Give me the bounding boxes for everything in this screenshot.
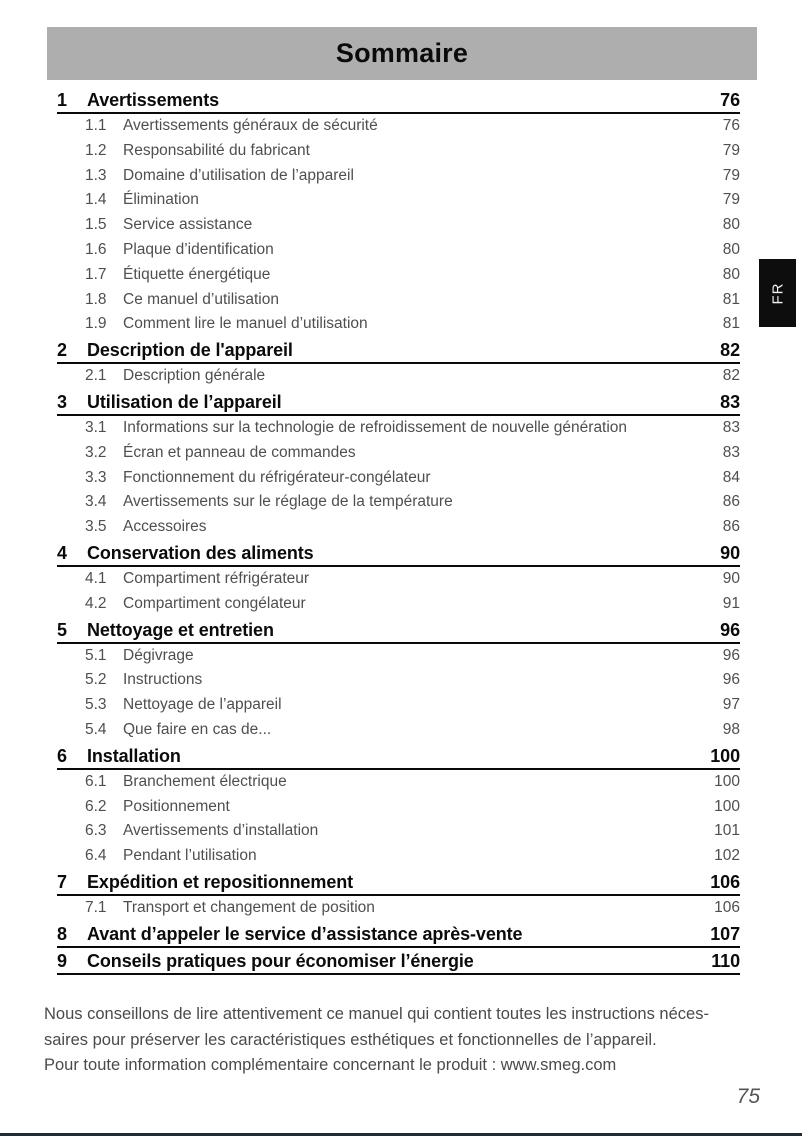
toc-subsection-row xyxy=(57,515,740,540)
toc-section-title: Conseils pratiques pour économiser l’énergie xyxy=(87,950,474,971)
toc-subsection-number: 3.5 xyxy=(85,518,107,536)
toc-subsection-row xyxy=(57,896,740,921)
toc-subsection-number: 3.4 xyxy=(85,493,107,511)
toc-section-page: 82 xyxy=(720,340,740,361)
toc-subsection-page: 90 xyxy=(722,569,740,587)
toc-subsection-row xyxy=(57,164,740,189)
toc-subsection-page: 82 xyxy=(722,367,740,385)
toc-subsection-page: 83 xyxy=(722,443,740,461)
toc-section-title: Installation xyxy=(87,745,181,766)
toc-section-title: Nettoyage et entretien xyxy=(87,619,274,640)
toc-section-number: 9 xyxy=(57,950,67,971)
toc-subsection-title: Étiquette énergétique xyxy=(123,265,271,283)
toc-subsection-page: 80 xyxy=(722,240,740,258)
toc-section-row xyxy=(57,90,740,114)
toc-section-row xyxy=(57,620,740,644)
toc-subsection-page: 81 xyxy=(722,290,740,308)
toc-section-page: 100 xyxy=(710,745,740,766)
toc-section-title: Utilisation de l’appareil xyxy=(87,391,282,412)
toc-section-number: 5 xyxy=(57,619,67,640)
toc-subsection-title: Responsabilité du fabricant xyxy=(123,141,310,159)
toc-subsection-number: 3.2 xyxy=(85,443,107,461)
toc-section-row xyxy=(57,543,740,567)
toc-subsection-row xyxy=(57,114,740,139)
toc-subsection-page: 79 xyxy=(722,141,740,159)
toc-subsection-title: Informations sur la technologie de refroidissement de nouvelle génération xyxy=(123,418,628,436)
toc-subsection-row xyxy=(57,416,740,441)
toc-subsection-row xyxy=(57,139,740,164)
toc-section-page: 76 xyxy=(720,90,740,110)
toc-subsection-number: 1.5 xyxy=(85,216,107,234)
toc-subsection-row xyxy=(57,312,740,337)
toc-subsection-title: Instructions xyxy=(123,671,203,689)
page-title: Sommaire xyxy=(335,38,469,68)
toc-subsection-page: 80 xyxy=(722,216,740,234)
toc-section-page: 90 xyxy=(720,542,740,563)
toc-subsection-number: 1.2 xyxy=(85,141,107,159)
toc-section-row xyxy=(57,872,740,896)
toc-section-title: Avant d’appeler le service d’assistance après-vente xyxy=(87,923,523,944)
toc-section-title: Avertissements xyxy=(87,90,220,110)
toc-subsection-row xyxy=(57,718,740,743)
toc-section-row xyxy=(57,951,740,975)
toc-subsection-number: 6.1 xyxy=(85,772,107,790)
toc-subsection-number: 1.6 xyxy=(85,240,107,258)
toc-subsection-row xyxy=(57,795,740,820)
toc-section-page: 96 xyxy=(720,619,740,640)
footer-line: saires pour préserver les caractéristiques esthétiques et fonctionnelles de l’appareil. xyxy=(44,1030,657,1049)
toc-subsection-row xyxy=(57,213,740,238)
toc-section-title: Description de l'appareil xyxy=(87,340,293,361)
toc-subsection-page: 100 xyxy=(714,797,740,815)
toc-section-row xyxy=(57,392,740,416)
toc-subsection-row xyxy=(57,644,740,669)
toc-subsection-number: 3.1 xyxy=(85,418,107,436)
toc-subsection-title: Domaine d’utilisation de l’appareil xyxy=(123,166,354,184)
toc-subsection-row xyxy=(57,770,740,795)
toc-subsection-row xyxy=(57,466,740,491)
toc-section-number: 2 xyxy=(57,340,67,361)
toc-subsection-row xyxy=(57,441,740,466)
toc-subsection-page: 106 xyxy=(714,898,740,916)
toc-subsection-title: Fonctionnement du réfrigérateur-congélateur xyxy=(123,468,431,486)
toc-subsection-number: 1.1 xyxy=(85,117,107,134)
toc-subsection-row xyxy=(57,668,740,693)
toc-section-number: 4 xyxy=(57,542,67,563)
toc-subsection-title: Nettoyage de l’appareil xyxy=(123,696,282,714)
toc-subsection-number: 1.9 xyxy=(85,315,107,333)
toc-subsection-title: Avertissements d’installation xyxy=(123,822,319,840)
toc-subsection-page: 84 xyxy=(722,468,740,486)
toc-subsection-number: 1.3 xyxy=(85,166,107,184)
toc-subsection-title: Transport et changement de position xyxy=(123,898,375,916)
toc-section-number: 3 xyxy=(57,391,67,412)
footer-note xyxy=(44,1002,760,1079)
toc-subsection-number: 5.1 xyxy=(85,646,107,664)
toc-subsection-page: 76 xyxy=(722,117,740,134)
toc-subsection-number: 7.1 xyxy=(85,898,107,916)
toc-subsection-title: Plaque d’identification xyxy=(123,240,274,258)
toc-subsection-page: 91 xyxy=(722,594,740,612)
toc-subsection-row xyxy=(57,567,740,592)
toc-subsection-page: 79 xyxy=(722,166,740,184)
toc-subsection-number: 6.4 xyxy=(85,847,107,865)
toc-section-page: 106 xyxy=(710,871,740,892)
toc-subsection-page: 79 xyxy=(722,191,740,209)
toc-section-row xyxy=(57,924,740,948)
toc-subsection-page: 83 xyxy=(722,418,740,436)
toc-subsection-number: 4.1 xyxy=(85,569,107,587)
toc-section-page: 110 xyxy=(711,950,740,971)
toc-subsection-row xyxy=(57,263,740,288)
toc-subsection-row xyxy=(57,188,740,213)
toc-subsection-row xyxy=(57,288,740,313)
toc-subsection-number: 3.3 xyxy=(85,468,107,486)
toc-section-number: 1 xyxy=(57,90,67,110)
toc-subsection-page: 100 xyxy=(714,772,740,790)
language-tab-label: FR xyxy=(769,282,786,304)
toc-subsection-number: 4.2 xyxy=(85,594,107,612)
toc-subsection-title: Branchement électrique xyxy=(123,772,287,790)
toc-section-title: Conservation des aliments xyxy=(87,542,314,563)
toc-subsection-row xyxy=(57,819,740,844)
toc-subsection-number: 2.1 xyxy=(85,367,107,385)
footer-line: Pour toute information complémentaire concernant le produit : www.smeg.com xyxy=(44,1056,617,1074)
toc-subsection-number: 1.7 xyxy=(85,265,107,283)
toc-subsection-page: 86 xyxy=(722,493,740,511)
toc-subsection-row xyxy=(57,844,740,869)
toc-subsection-page: 97 xyxy=(722,696,740,714)
toc-section-number: 8 xyxy=(57,923,67,944)
toc-section-title: Expédition et repositionnement xyxy=(87,871,354,892)
toc-subsection-row xyxy=(57,238,740,263)
toc-subsection-title: Compartiment congélateur xyxy=(123,594,306,612)
toc-subsection-number: 6.3 xyxy=(85,822,107,840)
toc-subsection-row xyxy=(57,364,740,389)
page-number: 75 xyxy=(736,1085,760,1108)
toc-subsection-number: 5.3 xyxy=(85,696,107,714)
toc-section-page: 107 xyxy=(710,923,740,944)
toc-subsection-title: Avertissements sur le réglage de la température xyxy=(123,493,453,511)
toc-subsection-row xyxy=(57,693,740,718)
toc-subsection-row xyxy=(57,592,740,617)
toc-subsection-title: Écran et panneau de commandes xyxy=(123,443,356,461)
toc-subsection-page: 96 xyxy=(722,646,740,664)
toc-subsection-title: Service assistance xyxy=(123,216,253,234)
toc-subsection-page: 96 xyxy=(722,671,740,689)
toc-subsection-title: Comment lire le manuel d’utilisation xyxy=(123,315,368,333)
toc-subsection-page: 98 xyxy=(722,720,740,738)
toc-section-row xyxy=(57,340,740,364)
header-bar xyxy=(47,27,757,80)
toc-section-page: 83 xyxy=(720,391,740,412)
toc-subsection-number: 1.8 xyxy=(85,290,107,308)
toc-subsection-title: Accessoires xyxy=(123,518,207,536)
toc-subsection-title: Description générale xyxy=(123,367,266,385)
toc-subsection-number: 6.2 xyxy=(85,797,107,815)
toc-subsection-page: 101 xyxy=(714,822,740,840)
toc-subsection-title: Compartiment réfrigérateur xyxy=(123,569,310,587)
toc-subsection-page: 86 xyxy=(722,518,740,536)
toc-subsection-title: Élimination xyxy=(123,191,199,209)
footer-line: Nous conseillons de lire attentivement ce manuel qui contient toutes les instructions néces- xyxy=(44,1005,709,1023)
toc-subsection-title: Que faire en cas de... xyxy=(123,720,272,738)
toc-section-row xyxy=(57,746,740,770)
table-of-contents xyxy=(57,90,740,975)
toc-subsection-page: 81 xyxy=(722,315,740,333)
toc-subsection-number: 5.4 xyxy=(85,720,107,738)
toc-subsection-page: 80 xyxy=(722,265,740,283)
toc-section-number: 6 xyxy=(57,745,67,766)
toc-subsection-title: Dégivrage xyxy=(123,646,194,664)
toc-subsection-title: Positionnement xyxy=(123,797,230,815)
toc-subsection-page: 102 xyxy=(714,847,740,865)
toc-subsection-title: Pendant l’utilisation xyxy=(123,847,257,865)
toc-subsection-title: Ce manuel d’utilisation xyxy=(123,290,279,308)
toc-subsection-row xyxy=(57,490,740,515)
language-tab xyxy=(759,259,796,327)
toc-section-number: 7 xyxy=(57,871,67,892)
toc-subsection-title: Avertissements généraux de sécurité xyxy=(123,117,378,134)
toc-subsection-number: 1.4 xyxy=(85,191,107,209)
toc-subsection-number: 5.2 xyxy=(85,671,107,689)
